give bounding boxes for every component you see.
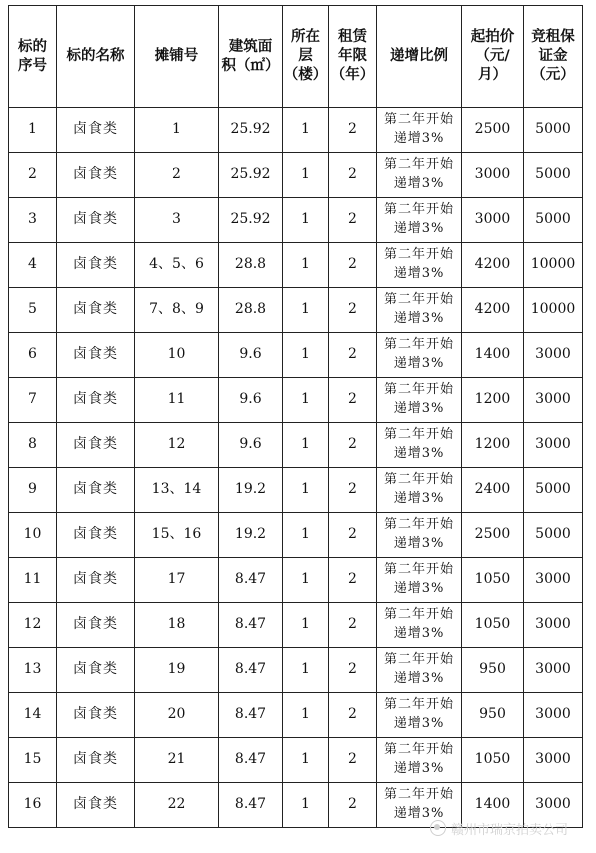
increase-ratio-line: 递增3%	[393, 221, 445, 236]
booth-no-cell: 15、16	[135, 513, 219, 558]
booth-no-cell: 19	[135, 648, 219, 693]
increase-ratio-line: 第二年开始	[383, 112, 454, 128]
increase-ratio-cell	[377, 198, 462, 243]
booth-no-cell: 17	[135, 558, 219, 603]
area-cell: 19.2	[219, 468, 283, 513]
booth-no-cell: 7、8、9	[135, 288, 219, 333]
header-starting-price	[462, 6, 524, 108]
lot-no-cell: 1	[9, 108, 57, 153]
table-row	[9, 243, 583, 288]
deposit-cell: 3000	[524, 558, 583, 603]
table-row	[9, 513, 583, 558]
increase-ratio-cell	[377, 603, 462, 648]
deposit-cell: 3000	[524, 693, 583, 738]
lot-name-cell: 卤食类	[57, 333, 135, 378]
increase-ratio-line: 递增3%	[393, 356, 445, 371]
floor-cell: 1	[283, 783, 329, 828]
header-line: （年）	[330, 66, 375, 83]
lot-name-cell: 卤食类	[57, 738, 135, 783]
area-cell: 9.6	[219, 378, 283, 423]
increase-ratio-line: 递增3%	[393, 311, 445, 326]
increase-ratio-line: 递增3%	[393, 131, 445, 146]
booth-no-cell: 21	[135, 738, 219, 783]
increase-ratio-line: 第二年开始	[383, 472, 454, 488]
floor-cell: 1	[283, 603, 329, 648]
table-row	[9, 378, 583, 423]
increase-ratio-cell	[377, 153, 462, 198]
header-line: 序号	[18, 57, 47, 74]
lot-no-cell: 11	[9, 558, 57, 603]
increase-ratio-line: 第二年开始	[383, 337, 454, 353]
watermark	[430, 814, 590, 842]
header-increase-ratio	[377, 6, 462, 108]
lot-name-cell: 卤食类	[57, 648, 135, 693]
increase-ratio-cell	[377, 738, 462, 783]
lot-name-cell: 卤食类	[57, 423, 135, 468]
header-line: 积（㎡）	[221, 57, 280, 74]
increase-ratio-line: 第二年开始	[383, 157, 454, 173]
floor-cell: 1	[283, 108, 329, 153]
table-row	[9, 108, 583, 153]
deposit-cell: 5000	[524, 153, 583, 198]
lot-name-cell: 卤食类	[57, 288, 135, 333]
deposit-cell: 5000	[524, 468, 583, 513]
lease-term-cell: 2	[329, 378, 377, 423]
lot-no-cell: 7	[9, 378, 57, 423]
increase-ratio-line: 递增3%	[393, 266, 445, 281]
table-row	[9, 153, 583, 198]
increase-ratio-line: 第二年开始	[383, 607, 454, 623]
increase-ratio-line: 递增3%	[393, 536, 445, 551]
lease-term-cell: 2	[329, 423, 377, 468]
header-lease-term	[329, 6, 377, 108]
table-body	[9, 108, 583, 828]
lease-term-cell: 2	[329, 513, 377, 558]
starting-price-cell: 2400	[462, 468, 524, 513]
lot-name-cell: 卤食类	[57, 468, 135, 513]
lease-term-cell: 2	[329, 648, 377, 693]
deposit-cell: 5000	[524, 108, 583, 153]
booth-no-cell: 11	[135, 378, 219, 423]
deposit-cell: 3000	[524, 738, 583, 783]
header-area	[219, 6, 283, 108]
floor-cell: 1	[283, 738, 329, 783]
lease-term-cell: 2	[329, 783, 377, 828]
area-cell: 8.47	[219, 603, 283, 648]
starting-price-cell: 1050	[462, 738, 524, 783]
header-floor	[283, 6, 329, 108]
deposit-cell: 10000	[524, 243, 583, 288]
deposit-cell: 5000	[524, 198, 583, 243]
lot-no-cell: 10	[9, 513, 57, 558]
floor-cell: 1	[283, 198, 329, 243]
header-line: 所在	[291, 29, 320, 46]
floor-cell: 1	[283, 468, 329, 513]
increase-ratio-line: 第二年开始	[383, 202, 454, 218]
lease-term-cell: 2	[329, 333, 377, 378]
lease-term-cell: 2	[329, 693, 377, 738]
lot-name-cell: 卤食类	[57, 693, 135, 738]
booth-no-cell: 22	[135, 783, 219, 828]
header-line: （楼）	[283, 66, 328, 83]
increase-ratio-line: 递增3%	[393, 491, 445, 506]
increase-ratio-line: 递增3%	[393, 581, 445, 596]
area-cell: 25.92	[219, 153, 283, 198]
floor-cell: 1	[283, 648, 329, 693]
floor-cell: 1	[283, 153, 329, 198]
table-row	[9, 738, 583, 783]
table-row	[9, 198, 583, 243]
lot-no-cell: 15	[9, 738, 57, 783]
lot-name-cell: 卤食类	[57, 558, 135, 603]
floor-cell: 1	[283, 693, 329, 738]
increase-ratio-cell	[377, 693, 462, 738]
area-cell: 8.47	[219, 783, 283, 828]
lot-name-cell: 卤食类	[57, 243, 135, 288]
increase-ratio-line: 递增3%	[393, 446, 445, 461]
lease-term-cell: 2	[329, 738, 377, 783]
increase-ratio-cell	[377, 513, 462, 558]
booth-no-cell: 20	[135, 693, 219, 738]
increase-ratio-line: 递增3%	[393, 401, 445, 416]
watermark-text: 赣州市瑞京拍卖公司	[451, 822, 569, 838]
increase-ratio-line: 第二年开始	[383, 562, 454, 578]
deposit-cell: 3000	[524, 603, 583, 648]
header-line: （元/	[475, 48, 510, 65]
header-line: 摊铺号	[154, 48, 199, 65]
starting-price-cell: 2500	[462, 513, 524, 558]
booth-no-cell: 18	[135, 603, 219, 648]
lot-name-cell: 卤食类	[57, 783, 135, 828]
booth-no-cell: 4、5、6	[135, 243, 219, 288]
floor-cell: 1	[283, 333, 329, 378]
area-cell: 19.2	[219, 513, 283, 558]
deposit-cell: 3000	[524, 423, 583, 468]
floor-cell: 1	[283, 423, 329, 468]
starting-price-cell: 3000	[462, 198, 524, 243]
area-cell: 8.47	[219, 693, 283, 738]
lease-term-cell: 2	[329, 288, 377, 333]
header-line: 递增比例	[390, 48, 448, 65]
lot-name-cell: 卤食类	[57, 108, 135, 153]
booth-no-cell: 10	[135, 333, 219, 378]
increase-ratio-line: 第二年开始	[383, 247, 454, 263]
lease-term-cell: 2	[329, 468, 377, 513]
table-row	[9, 288, 583, 333]
starting-price-cell: 1050	[462, 603, 524, 648]
header-line: 租赁	[338, 29, 367, 46]
booth-no-cell: 3	[135, 198, 219, 243]
increase-ratio-line: 第二年开始	[383, 697, 454, 713]
header-lot-no	[9, 6, 57, 108]
lease-term-cell: 2	[329, 153, 377, 198]
increase-ratio-line: 第二年开始	[383, 382, 454, 398]
area-cell: 25.92	[219, 198, 283, 243]
table-row	[9, 648, 583, 693]
lot-no-cell: 6	[9, 333, 57, 378]
area-cell: 28.8	[219, 243, 283, 288]
increase-ratio-line: 第二年开始	[383, 742, 454, 758]
header-booth-no	[135, 6, 219, 108]
lot-no-cell: 9	[9, 468, 57, 513]
increase-ratio-cell	[377, 378, 462, 423]
lease-term-cell: 2	[329, 603, 377, 648]
increase-ratio-cell	[377, 468, 462, 513]
increase-ratio-cell	[377, 558, 462, 603]
deposit-cell: 3000	[524, 378, 583, 423]
header-line: 标的名称	[66, 48, 125, 65]
lease-term-cell: 2	[329, 108, 377, 153]
deposit-cell: 3000	[524, 648, 583, 693]
table-row	[9, 558, 583, 603]
increase-ratio-cell	[377, 243, 462, 288]
table-row	[9, 468, 583, 513]
lot-name-cell: 卤食类	[57, 603, 135, 648]
starting-price-cell: 950	[462, 693, 524, 738]
booth-no-cell: 13、14	[135, 468, 219, 513]
increase-ratio-line: 第二年开始	[383, 292, 454, 308]
area-cell: 9.6	[219, 423, 283, 468]
starting-price-cell: 4200	[462, 243, 524, 288]
starting-price-cell: 2500	[462, 108, 524, 153]
starting-price-cell: 1200	[462, 423, 524, 468]
starting-price-cell: 3000	[462, 153, 524, 198]
deposit-cell: 3000	[524, 783, 583, 828]
lot-no-cell: 3	[9, 198, 57, 243]
increase-ratio-line: 第二年开始	[383, 787, 454, 803]
table-row	[9, 333, 583, 378]
header-line: 标的	[18, 38, 47, 55]
starting-price-cell: 1200	[462, 378, 524, 423]
increase-ratio-line: 第二年开始	[383, 652, 454, 668]
lot-no-cell: 14	[9, 693, 57, 738]
lot-no-cell: 5	[9, 288, 57, 333]
increase-ratio-line: 递增3%	[393, 761, 445, 776]
floor-cell: 1	[283, 558, 329, 603]
lease-term-cell: 2	[329, 243, 377, 288]
booth-no-cell: 2	[135, 153, 219, 198]
increase-ratio-line: 递增3%	[393, 671, 445, 686]
increase-ratio-line: 递增3%	[393, 716, 445, 731]
increase-ratio-cell	[377, 648, 462, 693]
lot-no-cell: 16	[9, 783, 57, 828]
auction-lot-table	[8, 5, 583, 828]
floor-cell: 1	[283, 243, 329, 288]
increase-ratio-cell	[377, 288, 462, 333]
area-cell: 25.92	[219, 108, 283, 153]
header-row	[9, 6, 583, 108]
header-line: 年限	[338, 48, 367, 65]
booth-no-cell: 12	[135, 423, 219, 468]
increase-ratio-line: 第二年开始	[383, 427, 454, 443]
starting-price-cell: 4200	[462, 288, 524, 333]
starting-price-cell: 1400	[462, 783, 524, 828]
increase-ratio-cell	[377, 423, 462, 468]
deposit-cell: 3000	[524, 333, 583, 378]
lot-name-cell: 卤食类	[57, 153, 135, 198]
increase-ratio-line: 递增3%	[393, 626, 445, 641]
lease-term-cell: 2	[329, 558, 377, 603]
table-row	[9, 423, 583, 468]
table-row	[9, 603, 583, 648]
lot-no-cell: 2	[9, 153, 57, 198]
deposit-cell: 10000	[524, 288, 583, 333]
table-row	[9, 693, 583, 738]
wechat-account-icon	[430, 820, 446, 836]
area-cell: 8.47	[219, 738, 283, 783]
increase-ratio-line: 第二年开始	[383, 517, 454, 533]
header-line: （元）	[531, 66, 575, 83]
floor-cell: 1	[283, 288, 329, 333]
starting-price-cell: 1050	[462, 558, 524, 603]
lot-no-cell: 13	[9, 648, 57, 693]
area-cell: 9.6	[219, 333, 283, 378]
header-deposit	[524, 6, 583, 108]
deposit-cell: 5000	[524, 513, 583, 558]
lot-no-cell: 12	[9, 603, 57, 648]
increase-ratio-line: 递增3%	[393, 176, 445, 191]
booth-no-cell: 1	[135, 108, 219, 153]
header-line: 层	[298, 48, 313, 65]
increase-ratio-cell	[377, 108, 462, 153]
area-cell: 8.47	[219, 648, 283, 693]
header-line: 竞租保	[531, 29, 575, 46]
starting-price-cell: 1400	[462, 333, 524, 378]
header-line: 证金	[538, 48, 568, 65]
header-line: 起拍价	[470, 29, 515, 46]
lot-name-cell: 卤食类	[57, 378, 135, 423]
increase-ratio-line: 递增3%	[393, 806, 445, 821]
lot-name-cell: 卤食类	[57, 198, 135, 243]
header-lot-name	[57, 6, 135, 108]
starting-price-cell: 950	[462, 648, 524, 693]
area-cell: 8.47	[219, 558, 283, 603]
lease-term-cell: 2	[329, 198, 377, 243]
lot-no-cell: 8	[9, 423, 57, 468]
increase-ratio-cell	[377, 333, 462, 378]
lot-name-cell: 卤食类	[57, 513, 135, 558]
area-cell: 28.8	[219, 288, 283, 333]
header-line: 月）	[478, 66, 507, 83]
header-line: 建筑面	[228, 38, 273, 55]
floor-cell: 1	[283, 378, 329, 423]
lot-no-cell: 4	[9, 243, 57, 288]
floor-cell: 1	[283, 513, 329, 558]
